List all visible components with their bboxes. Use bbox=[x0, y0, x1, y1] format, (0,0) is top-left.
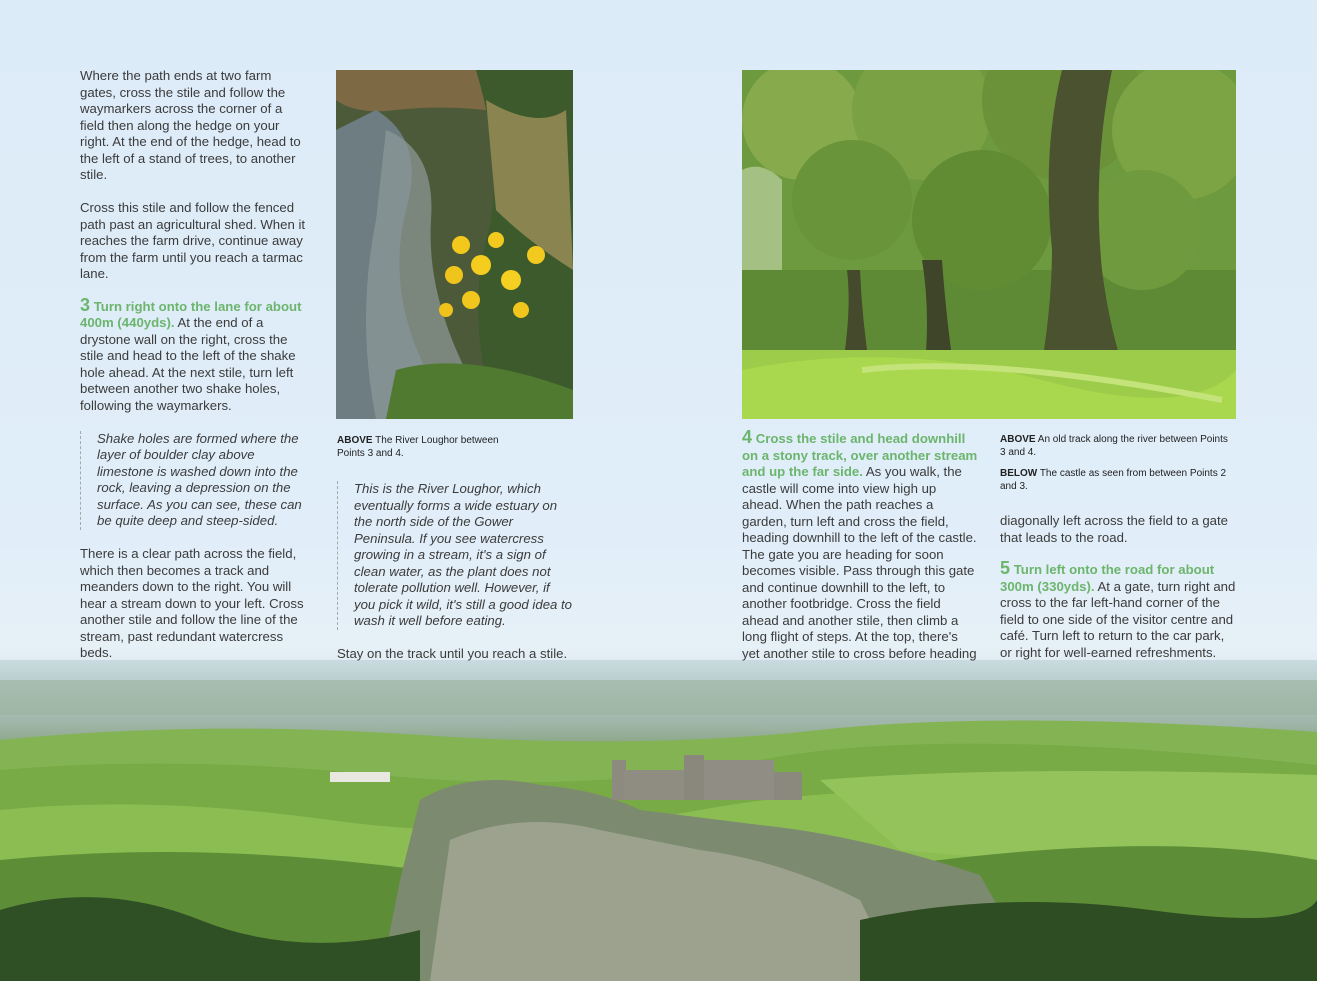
column-4 bbox=[1000, 513, 1236, 661]
step-number: 5 bbox=[1000, 558, 1011, 578]
column-3 bbox=[742, 429, 978, 662]
paragraph: There is a clear path across the field, which then becomes a track and meanders down to the right. You will hear a stream down to your left. Cross another stile and follow the line of the stream, past redundant watercress beds. bbox=[80, 546, 304, 660]
old-track-woodland-photo bbox=[742, 70, 1236, 419]
caption-label: ABOVE bbox=[1000, 434, 1036, 445]
step-lead: Turn left onto the road for about 300m (330yds). bbox=[1000, 562, 1215, 594]
step-text: At the end of a drystone wall on the right, cross the stile and head to the left of the shake hole ahead. At the next stile, turn left between another two shake holes, following the waymarkers. bbox=[80, 315, 296, 413]
column-2 bbox=[337, 481, 573, 663]
paragraph: diagonally left across the field to a gate that leads to the road. bbox=[1000, 513, 1228, 545]
caption-woodland bbox=[1000, 433, 1236, 459]
paragraph: Stay on the track until you reach a stile. bbox=[337, 646, 568, 661]
step-lead: Turn right onto the lane for about 400m (440yds). bbox=[80, 298, 302, 330]
caption-text: The River Loughor between Points 3 and 4. bbox=[337, 435, 499, 459]
sidebar-quote: This is the River Loughor, which eventually forms a wide estuary on the north side of the Gower Peninsula. If you see watercress growing in a stream, it's a sign of clean water, as the plant does not tolerate pollution well. However, if you pick it wild, it's still a good idea to wash it well before eating. bbox=[337, 481, 573, 630]
caption-castle bbox=[1000, 467, 1236, 493]
step-3 bbox=[80, 294, 310, 415]
step-lead: Cross the stile and head downhill on a stony track, over another stream and up the far side. bbox=[742, 431, 978, 479]
step-4 bbox=[742, 429, 978, 662]
step-number: 3 bbox=[80, 294, 91, 315]
river-loughor-photo bbox=[336, 70, 573, 419]
castle-landscape-photo bbox=[0, 660, 1317, 981]
caption-river bbox=[337, 434, 527, 460]
caption-text: The castle as seen from between Points 2 and 3. bbox=[1000, 468, 1227, 492]
step-text: At a gate, turn right and cross to the far left-hand corner of the field to one side of the visitor centre and café. Turn left to return to the car park, or right for well-earned refreshments. bbox=[1000, 578, 1236, 660]
paragraph: Cross this stile and follow the fenced path past an agricultural shed. When it reaches the farm drive, continue away from the farm until you reach a tarmac lane. bbox=[80, 200, 306, 281]
caption-text: An old track along the river between Points 3 and 4. bbox=[1000, 434, 1228, 458]
sidebar-quote: Shake holes are formed where the layer of boulder clay above limestone is washed down into the rock, leaving a depression on the surface. As you can see, these can be quite deep and steep-sided. bbox=[80, 431, 310, 530]
caption-label: ABOVE bbox=[337, 435, 373, 446]
column-1 bbox=[80, 68, 310, 662]
step-text: As you walk, the castle will come into view high up ahead. When the path reaches a garden, turn left and cross the field, heading downhill to the left of the castle. The gate you are heading for soon becomes visible. Pass through this gate and continue downhill to the left, to another footbridge. Cross the field ahead and another stile, then climb a long flight of steps. At the top, there's yet another stile to cross before heading bbox=[742, 464, 977, 661]
caption-label: BELOW bbox=[1000, 468, 1038, 479]
step-5 bbox=[1000, 560, 1236, 661]
step-number: 4 bbox=[742, 427, 753, 447]
paragraph: Where the path ends at two farm gates, cross the stile and follow the waymarkers across the corner of a field then along the hedge on your right. At the end of the hedge, head to the left of a stand of trees, to another stile. bbox=[80, 68, 301, 182]
